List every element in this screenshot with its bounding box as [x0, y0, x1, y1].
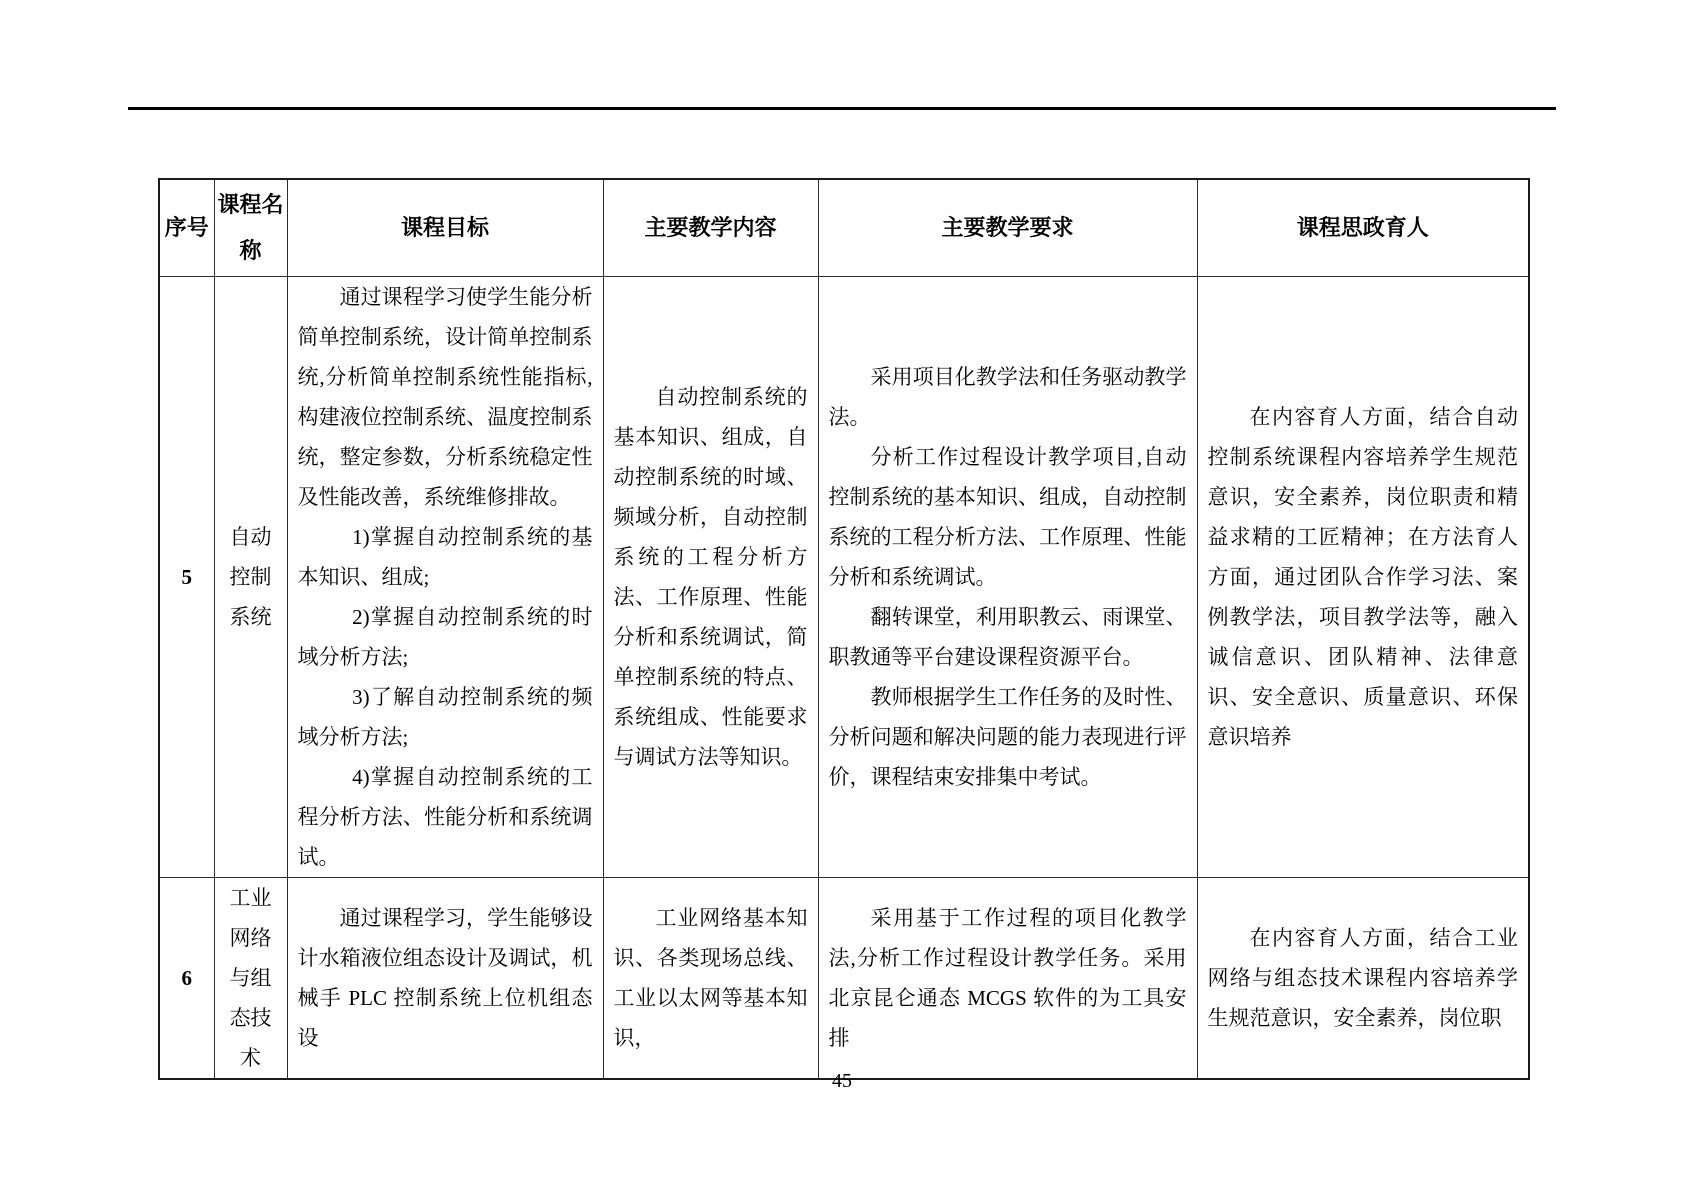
header-课程名称: 课程名称	[214, 179, 287, 276]
row5-objectives-p4: 3)了解自动控制系统的频域分析方法;	[297, 684, 593, 749]
table-row-course-5	[159, 276, 1529, 877]
page-number: 45	[832, 1070, 852, 1092]
header-课程思政育人: 课程思政育人	[1197, 179, 1529, 276]
row5-objectives	[287, 276, 603, 877]
row6-objectives-p1: 通过课程学习，学生能够设计水箱液位组态设计及调试，机械手 PLC 控制系统上位机组态设	[297, 905, 593, 1050]
header-rule	[128, 107, 1556, 110]
row6-content-p1: 工业网络基本知识、各类现场总线、工业以太网等基本知识，	[613, 905, 808, 1050]
header-主要教学内容: 主要教学内容	[603, 179, 818, 276]
row5-teaching-content	[603, 276, 818, 877]
row6-requirements-p1: 采用基于工作过程的项目化教学法,分析工作过程设计教学任务。采用北京昆仑通态 MCGS 软件的为工具安排	[828, 905, 1187, 1050]
row5-requirements-p3: 翻转课堂，利用职教云、雨课堂、职教通等平台建设课程资源平台。	[828, 604, 1187, 669]
row5-objectives-p2: 1)掌握自动控制系统的基本知识、组成;	[297, 524, 593, 589]
row6-ideology-p1: 在内容育人方面，结合工业网络与组态技术课程内容培养学生规范意识，安全素养，岗位职	[1207, 925, 1518, 1030]
row5-requirements-p4: 教师根据学生工作任务的及时性、分析问题和解决问题的能力表现进行评价，课程结束安排集中考试。	[828, 684, 1187, 789]
row6-course-name: 工业网络与组态技术	[214, 877, 287, 1079]
row6-teaching-content	[603, 877, 818, 1079]
row6-objectives	[287, 877, 603, 1079]
row6-index: 6	[159, 877, 214, 1079]
header-序号: 序号	[159, 179, 214, 276]
table-row-course-6	[159, 877, 1529, 1079]
row6-ideology-education	[1197, 877, 1529, 1079]
row5-course-name: 自动控制系统	[214, 276, 287, 877]
row6-teaching-requirements	[818, 877, 1197, 1079]
row5-objectives-p1: 通过课程学习使学生能分析简单控制系统，设计简单控制系统,分析简单控制系统性能指标,构建液位控制系统、温度控制系统，整定参数，分析系统稳定性及性能改善，系统维修排故。	[297, 284, 593, 509]
row5-ideology-p1: 在内容育人方面，结合自动控制系统课程内容培养学生规范意识，安全素养，岗位职责和精益求精的工匠精神；在方法育人方面，通过团队合作学习法、案例教学法，项目教学法等，融入诚信意识、团队精神、法律意识、安全意识、质量意识、环保意识培养	[1207, 404, 1518, 749]
row5-teaching-requirements	[818, 276, 1197, 877]
row5-objectives-p3: 2)掌握自动控制系统的时域分析方法;	[297, 604, 593, 669]
row5-requirements-p1: 采用项目化教学法和任务驱动教学法。	[828, 364, 1187, 429]
header-主要教学要求: 主要教学要求	[818, 179, 1197, 276]
course-table	[158, 178, 1530, 1080]
header-课程目标: 课程目标	[287, 179, 603, 276]
row5-ideology-education	[1197, 276, 1529, 877]
row5-content-p1: 自动控制系统的基本知识、组成，自动控制系统的时域、频域分析，自动控制系统的工程分析方法、工作原理、性能分析和系统调试，简单控制系统的特点、系统组成、性能要求与调试方法等知识。	[613, 384, 808, 769]
row5-index: 5	[159, 276, 214, 877]
row5-objectives-p5: 4)掌握自动控制系统的工程分析方法、性能分析和系统调试。	[297, 764, 593, 869]
row5-requirements-p2: 分析工作过程设计教学项目,自动控制系统的基本知识、组成，自动控制系统的工程分析方法、工作原理、性能分析和系统调试。	[828, 444, 1187, 589]
table-header-row	[159, 179, 1529, 276]
